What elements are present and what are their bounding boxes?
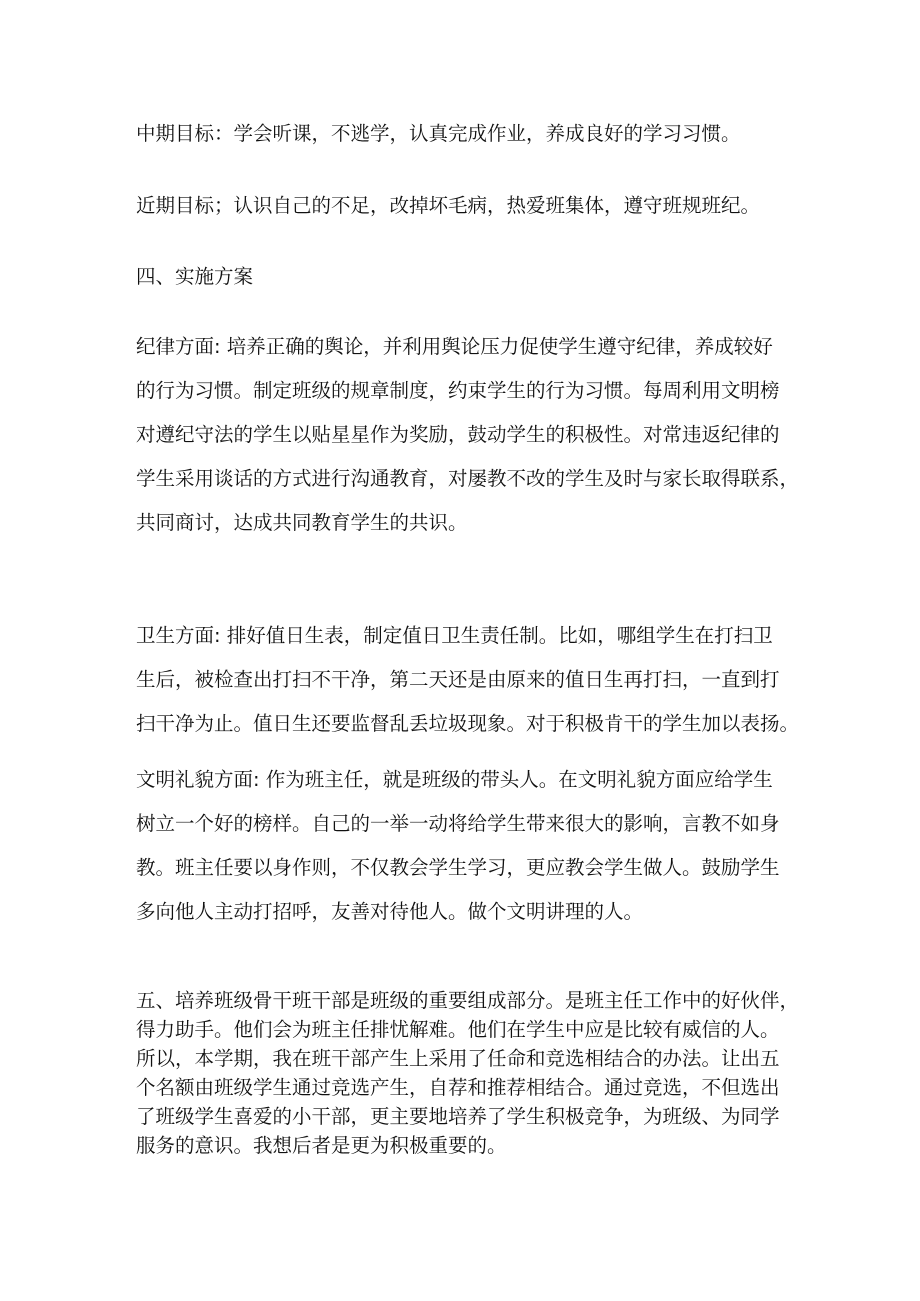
discipline-paragraph xyxy=(136,325,800,545)
paragraph-line: 文明礼貌方面: 作为班主任，就是班级的带头人。在文明礼貌方面应给学生 xyxy=(136,768,773,791)
paragraph-line: 教。班主任要以身作则，不仅教会学生学习，更应教会学生做人。鼓励学生 xyxy=(136,856,780,879)
paragraph-line: 生后，被检查出打扫不干净，第二天还是由原来的值日生再打扫，一直到打 xyxy=(136,668,780,691)
paragraph-line: 五、培养班级骨干班干部是班级的重要组成部分。是班主任工作中的好伙伴， xyxy=(136,989,800,1012)
paragraph-line: 对遵纪守法的学生以贴星星作为奖励，鼓动学生的积极性。对常违返纪律的 xyxy=(136,423,780,446)
section-four-heading xyxy=(136,255,796,299)
paragraph-line: 所以，本学期，我在班干部产生上采用了任命和竞选相结合的办法。让出五 xyxy=(136,1047,780,1070)
paragraph-line: 的行为习惯。制定班级的规章制度，约束学生的行为习惯。每周利用文明榜 xyxy=(136,379,780,402)
mid-term-goal xyxy=(136,112,796,156)
paragraph-line: 扫干净为止。值日生还要监督乱丢垃圾现象。对于积极肯干的学生加以表扬。 xyxy=(136,712,800,735)
paragraph-line: 卫生方面: 排好值日生表，制定值日卫生责任制。比如，哪组学生在打扫卫 xyxy=(136,624,773,647)
paragraph-line: 学生采用谈话的方式进行沟通教育，对屡教不改的学生及时与家长取得联系， xyxy=(136,467,800,490)
paragraph-line: 树立一个好的榜样。自己的一举一动将给学生带来很大的影响，言教不如身 xyxy=(136,812,780,835)
paragraph-line: 个名额由班级学生通过竞选产生，自荐和推荐相结合。通过竞选，不但选出 xyxy=(136,1076,780,1099)
mid-term-goal-text: 中期目标：学会听课，不逃学，认真完成作业，养成良好的学习习惯。 xyxy=(136,122,741,145)
section-four-heading-text: 四、实施方案 xyxy=(136,265,254,288)
paragraph-line: 多向他人主动打招呼，友善对待他人。做个文明讲理的人。 xyxy=(136,900,644,923)
near-term-goal-text: 近期目标；认识自己的不足，改掉坏毛病，热爱班集体，遵守班规班纪。 xyxy=(136,194,761,217)
paragraph-line: 得力助手。他们会为班主任排忧解难。他们在学生中应是比较有威信的人。 xyxy=(136,1018,780,1041)
hygiene-paragraph xyxy=(136,614,800,746)
near-term-goal xyxy=(136,184,796,228)
courtesy-paragraph xyxy=(136,758,796,934)
section-five-paragraph xyxy=(136,986,800,1160)
paragraph-line: 服务的意识。我想后者是更为积极重要的。 xyxy=(136,1134,507,1157)
paragraph-line: 纪律方面: 培养正确的舆论，并利用舆论压力促使学生遵守纪律，养成较好 xyxy=(136,335,773,358)
paragraph-line: 了班级学生喜爱的小干部，更主要地培养了学生积极竞争，为班级、为同学 xyxy=(136,1105,780,1128)
paragraph-line: 共同商讨，达成共同教育学生的共识。 xyxy=(136,511,468,534)
